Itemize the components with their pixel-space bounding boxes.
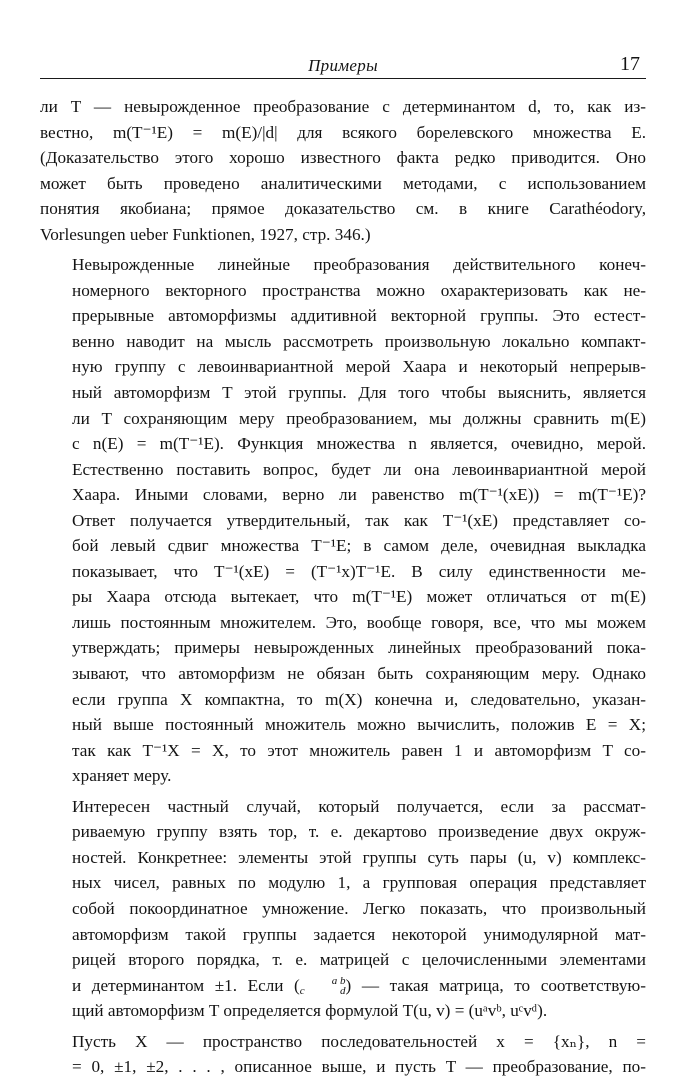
- text-line: утверждать; примеры невырожденных линейных преобразований пока-: [72, 638, 646, 658]
- text-line: номерного векторного пространства можно охарактеризовать как не-: [72, 280, 646, 300]
- matrix-line-after: — такая матрица, то соответствую-: [351, 975, 646, 995]
- text-line-with-matrix: и детерминантом ±1. Если ( a b c d) — такая матрица, то соответствую-: [72, 974, 646, 997]
- text-line: (Доказательство этого хорошо известного факта редко приводится. Оно: [40, 148, 646, 168]
- matrix-bottom-row: c d: [299, 984, 346, 997]
- text-line: Ответ получается утвердительный, так как T⁻¹(xE) представляет со-: [72, 510, 646, 530]
- matrix: [300, 976, 346, 996]
- text-line: риваемую группу взять тор, т. е. декартово произведение двух окруж-: [72, 822, 646, 842]
- text-line: ную группу с левоинвариантной мерой Хаара и некоторый непрерыв-: [72, 357, 646, 377]
- text-line: автоморфизм такой группы задается некоторой унимодулярной мат-: [72, 924, 646, 944]
- text-line: может быть проведено аналитическими методами, с использованием: [40, 173, 646, 193]
- paragraph-2: [40, 252, 646, 788]
- running-header: [40, 50, 646, 79]
- matrix-top-row: a b: [331, 974, 346, 987]
- text-line: Естественно поставить вопрос, будет ли она левоинвариантной мерой: [72, 459, 646, 479]
- text-line: ный автоморфизм T этой группы. Для того чтобы выяснить, является: [72, 383, 646, 403]
- text-line: ли T сохраняющим меру преобразованием, мы должны сравнить m(E): [72, 408, 646, 428]
- text-line: вестно, m(T⁻¹E) = m(E)/|d| для всякого борелевского множества E.: [40, 122, 646, 142]
- matrix-line-before: и детерминантом ±1. Если: [72, 975, 295, 995]
- text-line: ных чисел, равных по модулю 1, а групповая операция представляет: [72, 873, 646, 893]
- page-number: 17: [620, 53, 640, 75]
- text-line: так как T⁻¹X = X, то этот множитель равен 1 и автоморфизм T со-: [72, 740, 646, 760]
- text-line: понятия якобиана; прямое доказательство см. в книге Carathéodory,: [40, 199, 646, 219]
- body-text: [40, 94, 646, 1085]
- text-line: собой покоординатное умножение. Легко показать, что произвольный: [72, 898, 646, 918]
- text-line: щий автоморфизм T определяется формулой T(u, v) = (uᵃvᵇ, uᶜvᵈ).: [72, 1001, 548, 1021]
- text-line: показывает, что T⁻¹(xE) = (T⁻¹x)T⁻¹E. В силу единственности ме-: [72, 561, 646, 581]
- text-line: лишь постоянным множителем. Это, вообще говоря, все, что мы можем: [72, 612, 646, 632]
- text-line: Vorlesungen ueber Funktionen, 1927, стр. 346.): [40, 224, 371, 244]
- running-title: Примеры: [308, 56, 378, 75]
- text-line: Пусть X — пространство последовательностей x = {xₙ}, n =: [72, 1031, 646, 1051]
- text-line: ный выше постоянный множитель можно вычислить, положив E = X;: [72, 715, 646, 735]
- text-line: зывают, что автоморфизм не обязан быть сохраняющим меру. Однако: [72, 664, 646, 684]
- text-line: храняет меру.: [72, 766, 172, 786]
- paragraph-1: [40, 94, 646, 247]
- text-line: рицей второго порядка, т. е. матрицей с целочисленными элементами: [72, 950, 646, 970]
- text-line: ностей. Конкретнее: элементы этой группы суть пары (u, v) комплекс-: [72, 847, 646, 867]
- text-line: Хаара. Иными словами, верно ли равенство m(T⁻¹(xE)) = m(T⁻¹E)?: [72, 485, 646, 505]
- text-line: ры Хаара отсюда вытекает, что m(T⁻¹E) может отличаться от m(E): [72, 587, 646, 607]
- text-line: если группа X компактна, то m(X) конечна и, следовательно, указан-: [72, 689, 646, 709]
- text-line: прерывные автоморфизмы аддитивной векторной группы. Это естест-: [72, 306, 646, 326]
- paragraph-4: [40, 1029, 646, 1080]
- text-line: = 0, ±1, ±2, . . . , описанное выше, и пусть T — преобразование, по-: [72, 1057, 646, 1077]
- paragraph-3: [40, 794, 646, 1024]
- text-line: ли T — невырожденное преобразование с детерминантом d, то, как из-: [40, 97, 646, 116]
- text-line: Невырожденные линейные преобразования действительного конеч-: [72, 255, 646, 275]
- text-line: с n(E) = m(T⁻¹E). Функция множества n является, очевидно, мерой.: [72, 434, 646, 454]
- text-line: бой левый сдвиг множества T⁻¹E; в самом деле, очевидная выкладка: [72, 536, 646, 556]
- text-line: Интересен частный случай, который получается, если за рассмат-: [72, 796, 646, 816]
- text-line: венно наводит на мысль рассмотреть произвольную локально компакт-: [72, 331, 646, 351]
